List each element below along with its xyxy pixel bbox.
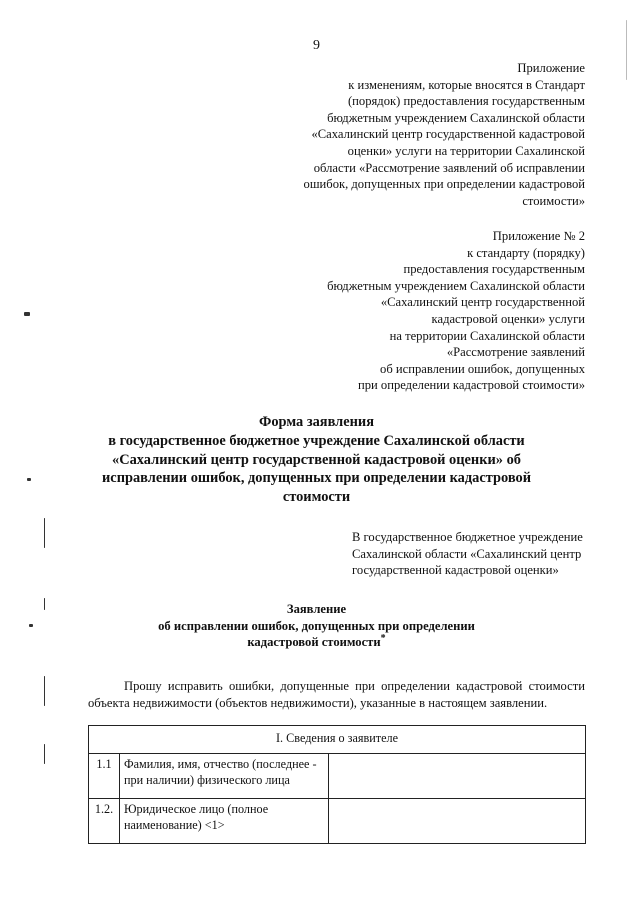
appendix-2-line: предоставления государственным bbox=[403, 262, 585, 277]
scan-speck bbox=[44, 744, 45, 764]
appendix-2-line: об исправлении ошибок, допущенных bbox=[380, 361, 585, 376]
form-title-line: в государственное бюджетное учреждение Сахалинской области bbox=[108, 432, 525, 449]
row-value-cell[interactable] bbox=[329, 754, 586, 799]
application-title bbox=[40, 601, 593, 651]
scan-speck bbox=[44, 598, 45, 610]
appendix-1-line: «Сахалинский центр государственной кадастровой bbox=[311, 127, 585, 142]
page-number: 9 bbox=[313, 38, 320, 53]
appendix-2-line: кадастровой оценки» услуги bbox=[431, 311, 585, 326]
row-label: Юридическое лицо (полное наименование) <1> bbox=[120, 799, 329, 844]
footnote-mark: * bbox=[380, 633, 386, 644]
table-section-row bbox=[89, 726, 586, 754]
addressee-line: Сахалинской области «Сахалинский центр bbox=[352, 546, 582, 561]
appendix-1-line: области «Рассмотрение заявлений об исправлении bbox=[313, 160, 585, 175]
scan-speck bbox=[44, 518, 45, 548]
section-header: I. Сведения о заявителе bbox=[89, 726, 586, 754]
row-number: 1.2. bbox=[89, 799, 120, 844]
table-row bbox=[89, 799, 586, 844]
form-title-line: исправлении ошибок, допущенных при определении кадастровой bbox=[102, 470, 531, 487]
addressee-block bbox=[352, 529, 583, 579]
appendix-1-line: оценки» услуги на территории Сахалинской bbox=[347, 143, 585, 158]
appendix-2-line: к стандарту (порядку) bbox=[467, 245, 585, 260]
request-line: Прошу исправить ошибки, допущенные при определении кадастровой стоимости bbox=[124, 679, 585, 693]
application-title-text: кадастровой стоимости bbox=[247, 635, 381, 650]
request-line: объекта недвижимости (объектов недвижимости), указанные в настоящем заявлении. bbox=[88, 695, 548, 710]
appendix-2-line: «Рассмотрение заявлений bbox=[446, 345, 585, 360]
appendix-2-line: при определении кадастровой стоимости» bbox=[358, 378, 585, 393]
application-title-line: об исправлении ошибок, допущенных при определении bbox=[158, 618, 475, 633]
row-value-cell[interactable] bbox=[329, 799, 586, 844]
table-row bbox=[89, 754, 586, 799]
appendix-1-line: ошибок, допущенных при определении кадастровой bbox=[303, 177, 585, 192]
scan-speck bbox=[29, 624, 33, 627]
appendix-1-line: к изменениям, которые вносятся в Стандарт bbox=[348, 77, 585, 92]
appendix-1-line: стоимости» bbox=[522, 193, 585, 208]
addressee-line: В государственное бюджетное учреждение bbox=[352, 530, 583, 544]
scan-speck bbox=[44, 676, 45, 706]
form-title bbox=[40, 413, 593, 507]
application-title-line: Заявление bbox=[286, 602, 347, 616]
row-label: Фамилия, имя, отчество (последнее - при наличии) физического лица bbox=[120, 754, 329, 799]
form-title-line: «Сахалинский центр государственной кадастровой оценки» об bbox=[112, 451, 521, 468]
scan-speck bbox=[24, 312, 30, 316]
application-title-line bbox=[40, 634, 593, 651]
applicant-info-table bbox=[88, 725, 586, 844]
request-paragraph bbox=[88, 678, 585, 711]
appendix-1-line: Приложение bbox=[517, 61, 585, 75]
scan-speck bbox=[626, 20, 627, 80]
scan-speck bbox=[27, 478, 31, 481]
appendix-2-line: Приложение № 2 bbox=[492, 229, 585, 243]
appendix-1-line: бюджетным учреждением Сахалинской области bbox=[327, 110, 585, 125]
appendix-1-block bbox=[304, 60, 585, 209]
appendix-1-line: (порядок) предоставления государственным bbox=[347, 94, 585, 109]
form-title-line: Форма заявления bbox=[258, 414, 374, 430]
appendix-2-block bbox=[327, 228, 585, 394]
row-number: 1.1 bbox=[89, 754, 120, 799]
addressee-line: государственной кадастровой оценки» bbox=[352, 563, 559, 578]
appendix-2-line: бюджетным учреждением Сахалинской области bbox=[327, 278, 585, 293]
form-title-line: стоимости bbox=[282, 489, 351, 506]
appendix-2-line: на территории Сахалинской области bbox=[389, 328, 585, 343]
appendix-2-line: «Сахалинский центр государственной bbox=[380, 295, 585, 310]
